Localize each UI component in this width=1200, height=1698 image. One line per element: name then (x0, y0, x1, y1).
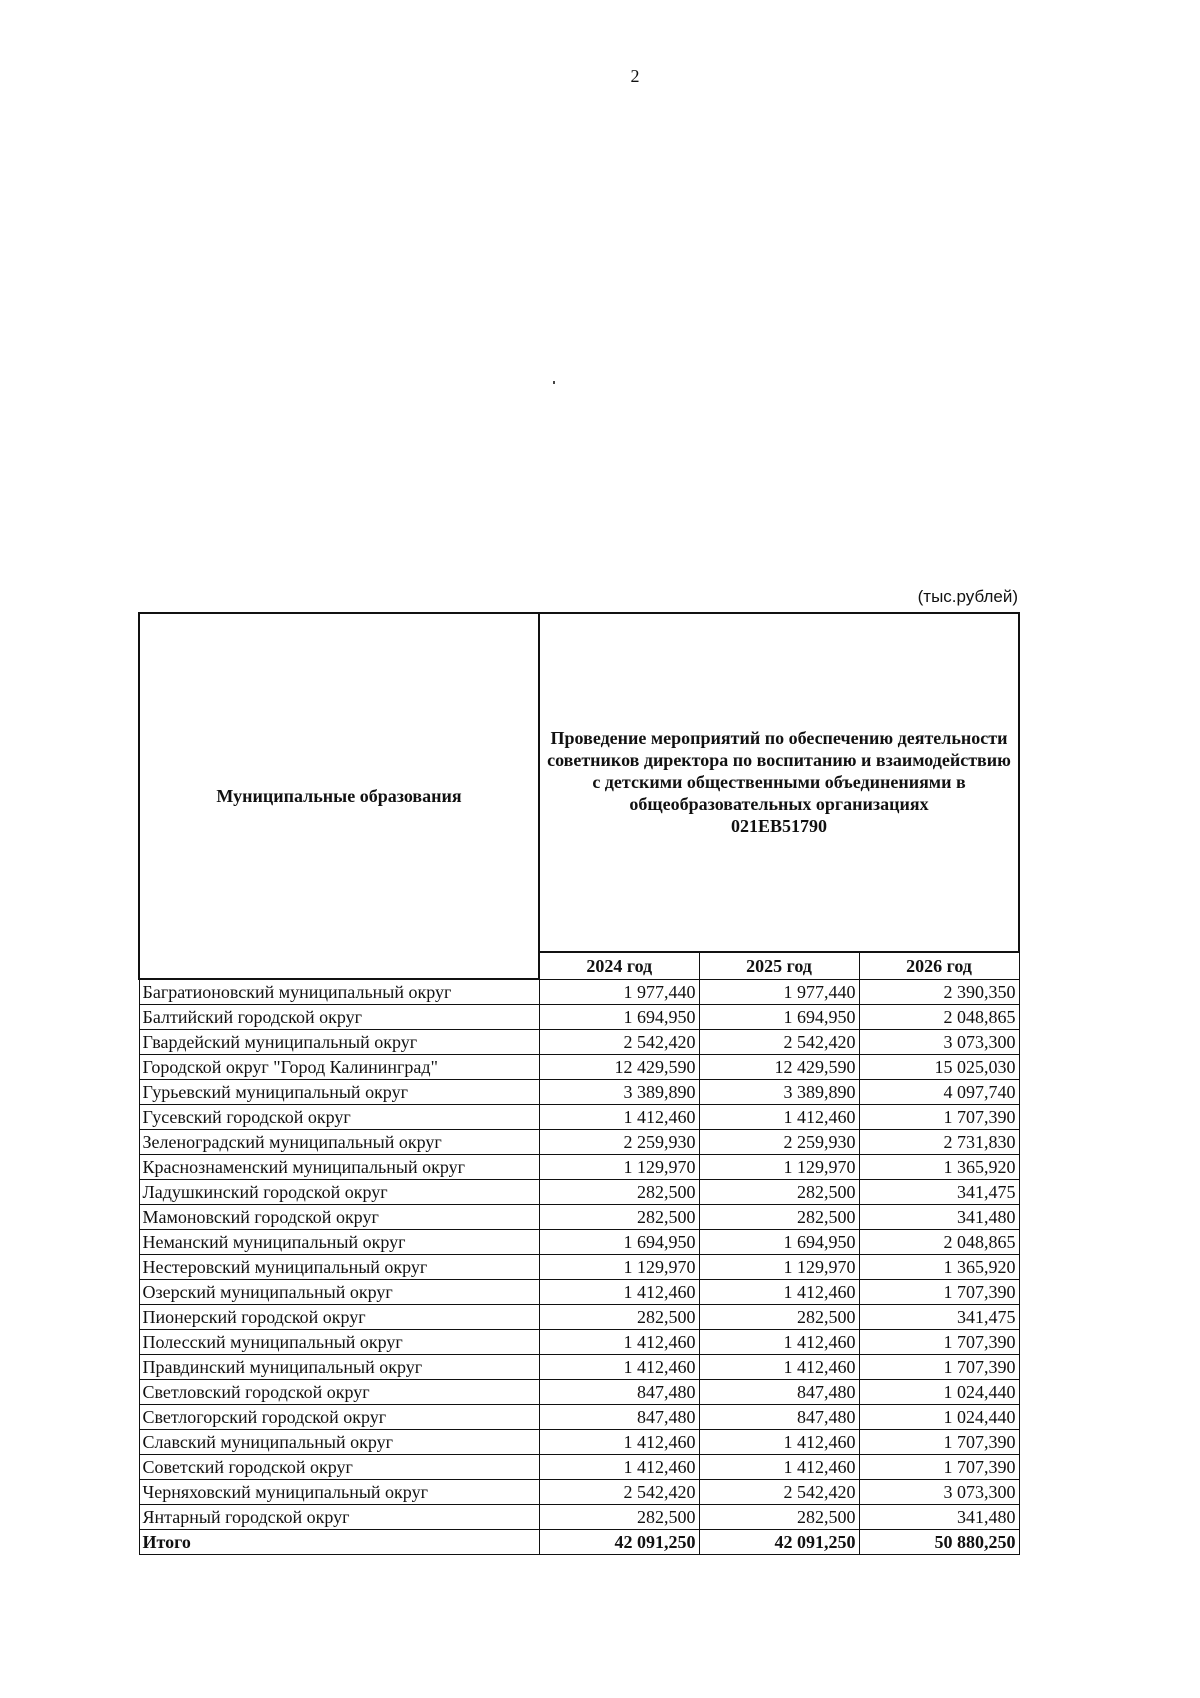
value-2024: 282,500 (539, 1305, 699, 1330)
total-2025: 42 091,250 (699, 1530, 859, 1555)
municipality-name: Пионерский городской округ (139, 1305, 539, 1330)
value-2024: 1 129,970 (539, 1155, 699, 1180)
scan-speck (553, 381, 555, 384)
total-row (139, 1530, 1019, 1555)
value-2024: 282,500 (539, 1505, 699, 1530)
value-2024: 847,480 (539, 1380, 699, 1405)
header-event-code: 021ЕВ51790 (730, 816, 827, 837)
table-row (139, 1380, 1019, 1405)
value-2025: 282,500 (699, 1505, 859, 1530)
value-2026: 1 707,390 (859, 1105, 1019, 1130)
table-row (139, 1030, 1019, 1055)
value-2025: 1 977,440 (699, 979, 859, 1005)
table-row (139, 1505, 1019, 1530)
table-row (139, 1480, 1019, 1505)
value-2025: 282,500 (699, 1205, 859, 1230)
value-2026: 1 707,390 (859, 1355, 1019, 1380)
table-row (139, 1080, 1019, 1105)
value-2025: 282,500 (699, 1180, 859, 1205)
value-2025: 1 129,970 (699, 1255, 859, 1280)
value-2024: 2 542,420 (539, 1480, 699, 1505)
municipality-name: Светлогорский городской округ (139, 1405, 539, 1430)
table-row (139, 1405, 1019, 1430)
municipality-name: Правдинский муниципальный округ (139, 1355, 539, 1380)
value-2026: 1 707,390 (859, 1280, 1019, 1305)
value-2025: 1 412,460 (699, 1355, 859, 1380)
municipality-name: Нестеровский муниципальный округ (139, 1255, 539, 1280)
value-2026: 3 073,300 (859, 1480, 1019, 1505)
municipality-name: Зеленоградский муниципальный округ (139, 1130, 539, 1155)
value-2025: 1 694,950 (699, 1005, 859, 1030)
value-2026: 1 365,920 (859, 1255, 1019, 1280)
value-2024: 1 412,460 (539, 1430, 699, 1455)
value-2026: 1 024,440 (859, 1405, 1019, 1430)
year-header-2024: 2024 год (539, 952, 699, 980)
total-2026: 50 880,250 (859, 1530, 1019, 1555)
value-2026: 1 024,440 (859, 1380, 1019, 1405)
value-2025: 847,480 (699, 1380, 859, 1405)
value-2026: 1 707,390 (859, 1455, 1019, 1480)
municipality-name: Советский городской округ (139, 1455, 539, 1480)
value-2026: 2 048,865 (859, 1005, 1019, 1030)
value-2025: 1 412,460 (699, 1455, 859, 1480)
municipality-name: Гурьевский муниципальный округ (139, 1080, 539, 1105)
table-body (139, 979, 1019, 1555)
value-2025: 2 259,930 (699, 1130, 859, 1155)
municipality-name: Полесский муниципальный округ (139, 1330, 539, 1355)
value-2024: 1 129,970 (539, 1255, 699, 1280)
table-row (139, 1430, 1019, 1455)
municipality-name: Черняховский муниципальный округ (139, 1480, 539, 1505)
value-2025: 1 694,950 (699, 1230, 859, 1255)
table-row (139, 979, 1019, 1005)
value-2025: 1 412,460 (699, 1330, 859, 1355)
value-2025: 282,500 (699, 1305, 859, 1330)
municipality-name: Неманский муниципальный округ (139, 1230, 539, 1255)
municipality-name: Мамоновский городской округ (139, 1205, 539, 1230)
table-row (139, 1205, 1019, 1230)
value-2026: 2 048,865 (859, 1230, 1019, 1255)
page-number: 2 (630, 66, 640, 86)
value-2026: 2 390,350 (859, 979, 1019, 1005)
municipality-name: Гвардейский муниципальный округ (139, 1030, 539, 1055)
value-2025: 1 129,970 (699, 1155, 859, 1180)
value-2024: 1 412,460 (539, 1455, 699, 1480)
table-row (139, 1230, 1019, 1255)
table-row (139, 1155, 1019, 1180)
value-2026: 1 365,920 (859, 1155, 1019, 1180)
value-2024: 1 694,950 (539, 1230, 699, 1255)
value-2025: 1 412,460 (699, 1280, 859, 1305)
header-event-title: Проведение мероприятий по обеспечению деятельности советников директора по воспитанию и взаимодействию с детскими общественными объединениями в общеобразовательных организациях (547, 728, 1011, 815)
value-2026: 341,480 (859, 1205, 1019, 1230)
value-2024: 1 977,440 (539, 979, 699, 1005)
value-2025: 12 429,590 (699, 1055, 859, 1080)
value-2025: 3 389,890 (699, 1080, 859, 1105)
value-2024: 282,500 (539, 1180, 699, 1205)
header-municipalities: Муниципальные образования (139, 613, 539, 979)
budget-table (138, 612, 1020, 1555)
municipality-name: Городской округ "Город Калининград" (139, 1055, 539, 1080)
header-event (539, 613, 1019, 952)
value-2025: 2 542,420 (699, 1480, 859, 1505)
value-2024: 282,500 (539, 1205, 699, 1230)
value-2024: 2 542,420 (539, 1030, 699, 1055)
value-2025: 1 412,460 (699, 1105, 859, 1130)
year-header-2026: 2026 год (859, 952, 1019, 980)
municipality-name: Краснознаменский муниципальный округ (139, 1155, 539, 1180)
table-row (139, 1180, 1019, 1205)
municipality-name: Янтарный городской округ (139, 1505, 539, 1530)
table-row (139, 1355, 1019, 1380)
year-header-2025: 2025 год (699, 952, 859, 980)
total-2024: 42 091,250 (539, 1530, 699, 1555)
value-2026: 341,475 (859, 1180, 1019, 1205)
value-2024: 1 694,950 (539, 1005, 699, 1030)
municipality-name: Ладушкинский городской округ (139, 1180, 539, 1205)
value-2026: 341,475 (859, 1305, 1019, 1330)
value-2024: 3 389,890 (539, 1080, 699, 1105)
table-row (139, 1455, 1019, 1480)
value-2026: 15 025,030 (859, 1055, 1019, 1080)
value-2026: 4 097,740 (859, 1080, 1019, 1105)
table-row (139, 1130, 1019, 1155)
municipality-name: Светловский городской округ (139, 1380, 539, 1405)
municipality-name: Озерский муниципальный округ (139, 1280, 539, 1305)
total-label: Итого (139, 1530, 539, 1555)
table-row (139, 1305, 1019, 1330)
value-2024: 2 259,930 (539, 1130, 699, 1155)
municipality-name: Багратионовский муниципальный округ (139, 979, 539, 1005)
table-row (139, 1005, 1019, 1030)
table-row (139, 1105, 1019, 1130)
value-2026: 2 731,830 (859, 1130, 1019, 1155)
value-2026: 1 707,390 (859, 1330, 1019, 1355)
value-2026: 3 073,300 (859, 1030, 1019, 1055)
table-row (139, 1255, 1019, 1280)
value-2025: 1 412,460 (699, 1430, 859, 1455)
value-2026: 1 707,390 (859, 1430, 1019, 1455)
value-2024: 847,480 (539, 1405, 699, 1430)
value-2024: 12 429,590 (539, 1055, 699, 1080)
municipality-name: Гусевский городской округ (139, 1105, 539, 1130)
units-label: (тыс.рублей) (917, 587, 1018, 606)
municipality-name: Славский муниципальный округ (139, 1430, 539, 1455)
table-row (139, 1280, 1019, 1305)
value-2024: 1 412,460 (539, 1105, 699, 1130)
value-2026: 341,480 (859, 1505, 1019, 1530)
value-2025: 847,480 (699, 1405, 859, 1430)
table-row (139, 1055, 1019, 1080)
municipality-name: Балтийский городской округ (139, 1005, 539, 1030)
value-2024: 1 412,460 (539, 1280, 699, 1305)
value-2025: 2 542,420 (699, 1030, 859, 1055)
value-2024: 1 412,460 (539, 1330, 699, 1355)
table-row (139, 1330, 1019, 1355)
value-2024: 1 412,460 (539, 1355, 699, 1380)
